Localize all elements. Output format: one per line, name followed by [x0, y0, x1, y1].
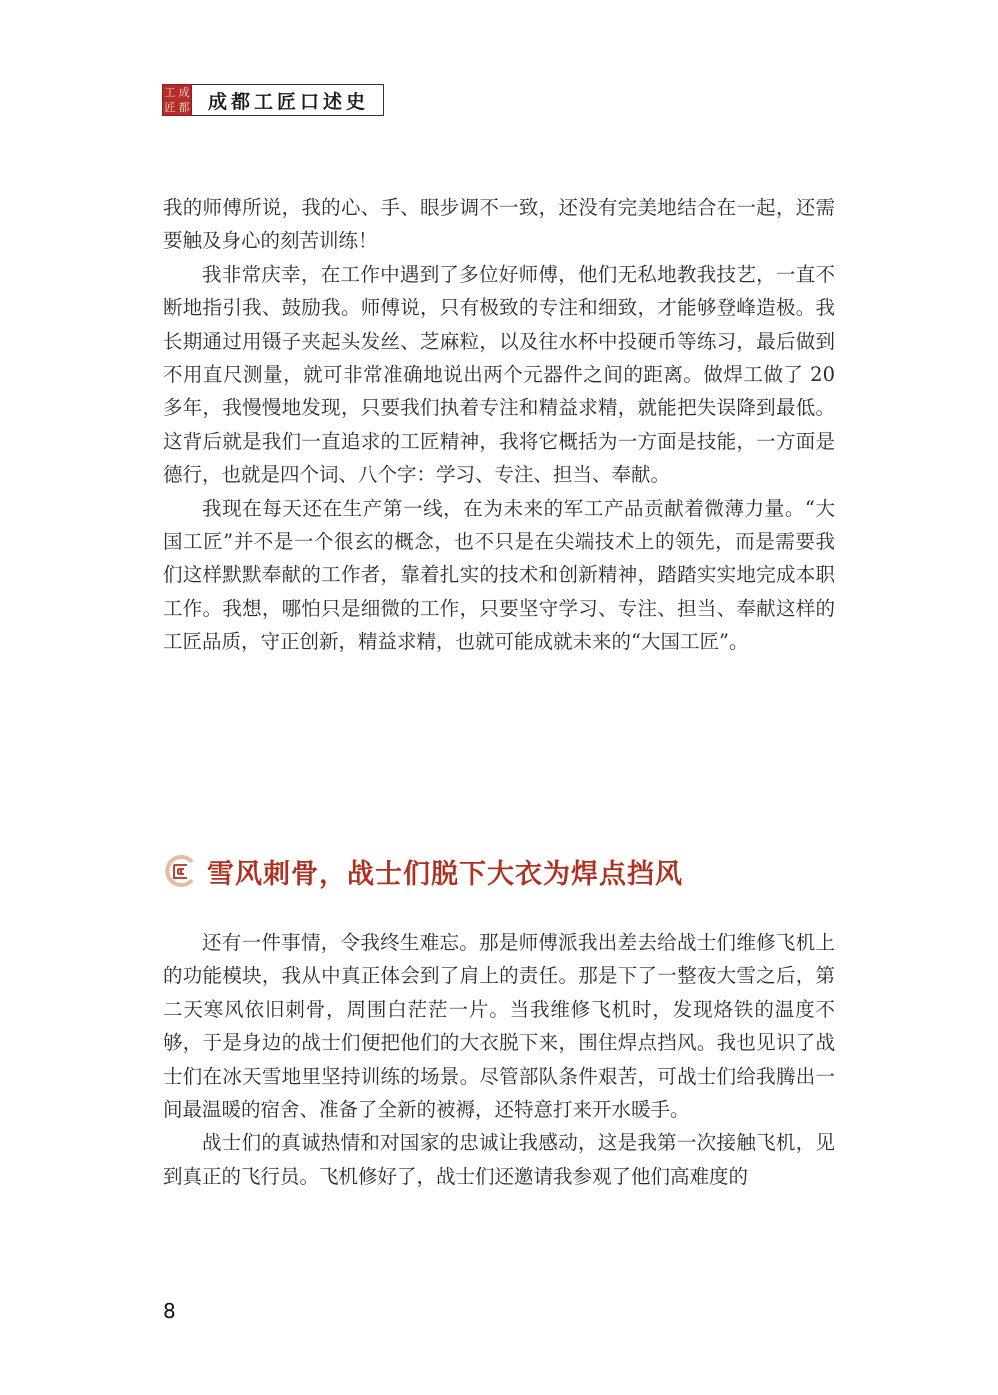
seal-char: 工 [164, 86, 176, 99]
section-1-body [163, 191, 835, 659]
running-header [162, 84, 384, 116]
section-marker-icon [163, 854, 197, 888]
section-heading [163, 848, 683, 894]
section-2-body [163, 926, 835, 1193]
seal-char: 都 [178, 101, 190, 114]
seal-char: 匠 [164, 101, 176, 114]
paragraph: 我现在每天还在生产第一线，在为未来的军工产品贡献着微薄力量。“大国工匠”并不是一个很玄的概念，也不只是在尖端技术上的领先，而是需要我们这样默默奉献的工作者，靠着扎实的技术和创新精神，踏踏实实地完成本职工作。我想，哪怕只是细微的工作，只要坚守学习、专注、担当、奉献这样的工匠品质，守正创新，精益求精，也就可能成就未来的“大国工匠”。 [163, 496, 835, 654]
paragraph: 还有一件事情，令我终生难忘。那是师傅派我出差去给战士们维修飞机上的功能模块，我从中真正体会到了肩上的责任。那是下了一整夜大雪之后，第二天寒风依旧刺骨，周围白茫茫一片。当我维修飞机时，发现烙铁的温度不够，于是身边的战士们便把他们的大衣脱下来，围住焊点挡风。我也见识了战士们在冰天雪地里坚持训练的场景。尽管部队条件艰苦，可战士们给我腾出一间最温暖的宿舍、准备了全新的被褥，还特意打来开水暖手。 [163, 931, 835, 1122]
page-number: 8 [163, 1299, 176, 1323]
paragraph: 我非常庆幸，在工作中遇到了多位好师傅，他们无私地教我技艺，一直不断地指引我、鼓励我。师傅说，只有极致的专注和细致，才能够登峰造极。我长期通过用镊子夹起头发丝、芝麻粒，以及往水杯中投硬币等练习，最后做到不用直尺测量，就可非常准确地说出两个元器件之间的距离。做焊工做了 20 多年，我慢慢地发现，只要我们执着专注和精益求精，就能把失误降到最低。这背后就是我们一直追求的工匠精神，我将它概括为一方面是技能，一方面是德行，也就是四个词、八个字：学习、专注、担当、奉献。 [163, 262, 835, 487]
book-title: 成都工匠口述史 [192, 84, 384, 116]
seal-char: 成 [178, 86, 190, 99]
seal-logo [162, 84, 192, 116]
section-heading-text: 雪风刺骨，战士们脱下大衣为焊点挡风 [207, 858, 683, 890]
paragraph: 战士们的真诚热情和对国家的忠诚让我感动，这是我第一次接触飞机，见到真正的飞行员。飞机修好了，战士们还邀请我参观了他们高难度的 [163, 1131, 835, 1188]
paragraph: 我的师傅所说，我的心、手、眼步调不一致，还没有完美地结合在一起，还需要触及身心的刻苦训练！ [163, 196, 835, 253]
